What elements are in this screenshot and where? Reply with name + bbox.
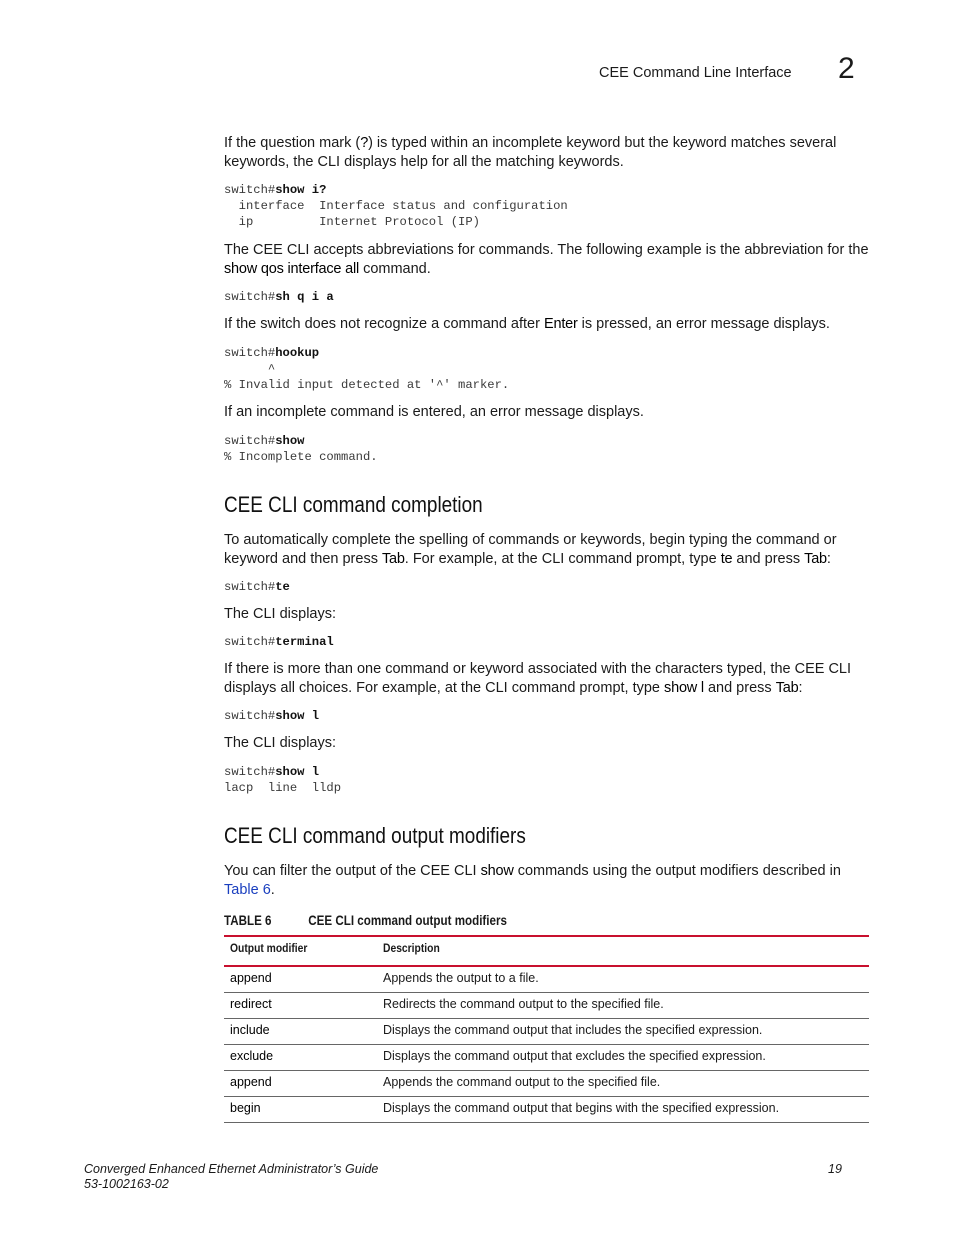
table-caption [224, 913, 507, 928]
section-heading-output-modifiers: CEE CLI command output modifiers [224, 823, 526, 848]
paragraph-tab-completion: To automatically complete the spelling of commands or keywords, begin typing the command or keyword and then press Tab. For example, at the CLI command prompt, type te and press Tab: [224, 532, 837, 567]
code-block-te: switch#te [224, 580, 290, 594]
paragraph-abbreviations: The CEE CLI accepts abbreviations for commands. The following example is the abbreviation for the show qos interface all command. [224, 242, 869, 277]
column-header-output-modifier: Output modifier [230, 941, 308, 955]
table-6-link[interactable]: Table 6 [224, 882, 271, 898]
modifier-cell: append [224, 1071, 377, 1097]
modifier-cell: append [224, 966, 377, 993]
table-row [224, 1045, 869, 1071]
description-cell: Displays the command output that includes the specified expression. [377, 1019, 869, 1045]
paragraph-incomplete: If an incomplete command is entered, an error message displays. [224, 404, 644, 420]
description-cell: Redirects the command output to the specified file. [377, 993, 869, 1019]
table-row [224, 1097, 869, 1123]
code-block-show-l: switch#show l [224, 709, 320, 723]
modifier-cell: include [224, 1019, 377, 1045]
paragraph-question-mark: If the question mark (?) is typed within an incomplete keyword but the keyword matches several keywords, the CLI displays help for all the matching keywords. [224, 135, 837, 170]
footer-book-info [84, 1162, 378, 1192]
table-row [224, 1019, 869, 1045]
modifier-cell: begin [224, 1097, 377, 1123]
footer-doc-number: 53-1002163-02 [84, 1177, 169, 1191]
description-cell: Appends the command output to the specified file. [377, 1071, 869, 1097]
table-row [224, 966, 869, 993]
output-modifiers-table [224, 935, 869, 1123]
table-header-row [224, 936, 869, 966]
footer-book-title: Converged Enhanced Ethernet Administrator’s Guide [84, 1162, 379, 1176]
table-row [224, 1071, 869, 1097]
description-cell: Appends the output to a file. [377, 966, 869, 993]
paragraph-all-choices: If there is more than one command or keyword associated with the characters typed, the CEE CLI displays all choices. For example, at the CLI command prompt, type show l and press Tab: [224, 661, 852, 696]
code-block-sh-q-i-a: switch#sh q i a [224, 290, 334, 304]
column-header-description: Description [383, 941, 440, 955]
code-block-hookup: switch#hookup ^ % Invalid input detected at '^' marker. [224, 346, 510, 393]
running-header-title: CEE Command Line Interface [599, 65, 792, 81]
table-label: TABLE 6 [224, 913, 272, 928]
paragraph-enter-error: If the switch does not recognize a command after Enter is pressed, an error message displays. [224, 316, 830, 332]
paragraph-cli-displays-2: The CLI displays: [224, 735, 337, 751]
section-heading-completion: CEE CLI command completion [224, 492, 483, 517]
paragraph-filter-output: You can filter the output of the CEE CLI show commands using the output modifiers described in Table 6. [224, 863, 841, 898]
code-block-terminal: switch#terminal [224, 635, 334, 649]
table-row [224, 993, 869, 1019]
paragraph-cli-displays-1: The CLI displays: [224, 606, 337, 622]
chapter-number: 2 [838, 52, 855, 85]
table-title: CEE CLI command output modifiers [308, 913, 507, 928]
code-block-show: switch#show % Incomplete command. [224, 434, 378, 465]
modifier-cell: redirect [224, 993, 377, 1019]
description-cell: Displays the command output that excludes the specified expression. [377, 1045, 869, 1071]
modifier-cell: exclude [224, 1045, 377, 1071]
footer-page-number: 19 [828, 1162, 842, 1176]
description-cell: Displays the command output that begins with the specified expression. [377, 1097, 869, 1123]
code-block-show-l-choices: switch#show l lacp line lldp [224, 765, 342, 796]
code-block-show-i: switch#show i? interface Interface status and configuration ip Internet Protocol (IP) [224, 183, 568, 230]
